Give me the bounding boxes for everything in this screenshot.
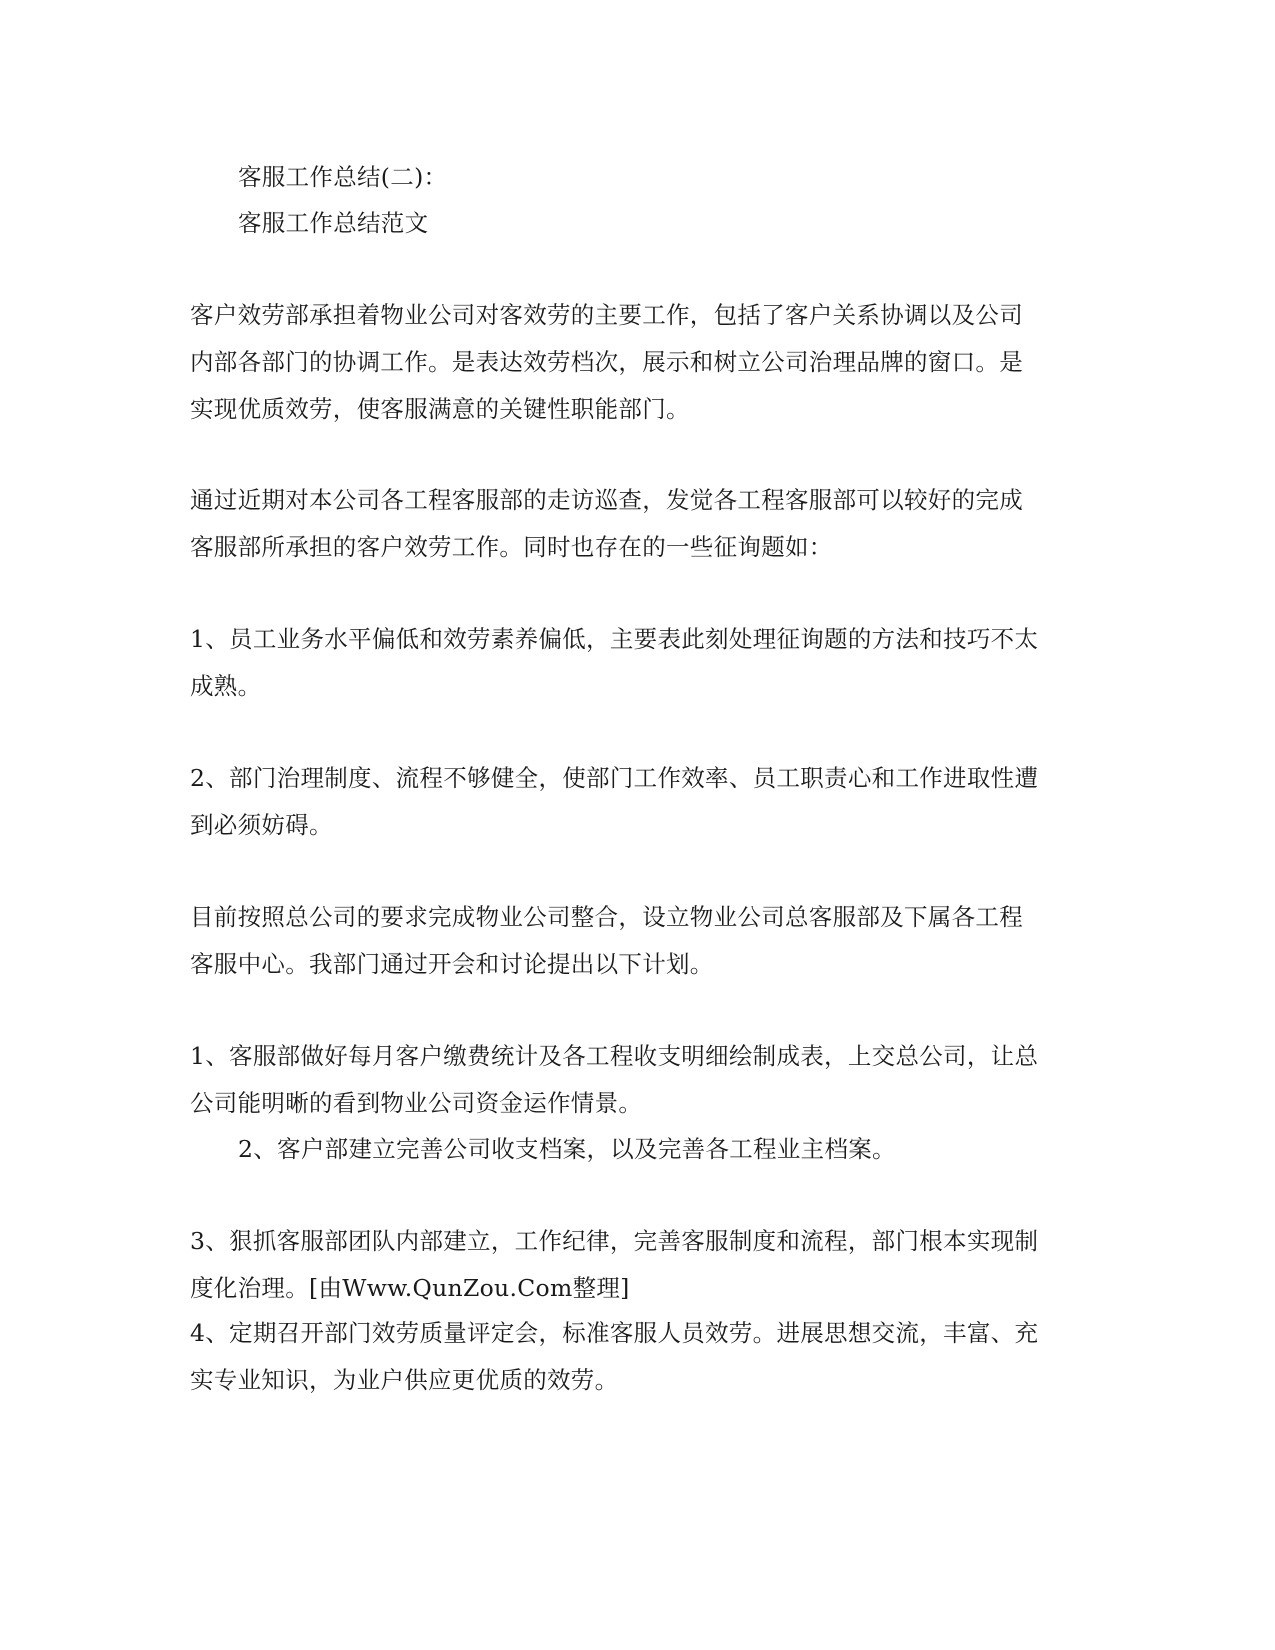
- paragraph-line: 3、狠抓客服部团队内部建立，工作纪律，完善客服制度和流程，部门根本实现制: [190, 1227, 1039, 1255]
- heading-line-2: 客服工作总结范文: [238, 209, 429, 237]
- paragraph-line: 1、员工业务水平偏低和效劳素养偏低，主要表此刻处理征询题的方法和技巧不太: [190, 625, 1039, 653]
- paragraph-line: 实现优质效劳，使客服满意的关键性职能部门。: [190, 395, 690, 423]
- paragraph-line: 通过近期对本公司各工程客服部的走访巡查，发觉各工程客服部可以较好的完成: [190, 486, 1023, 514]
- paragraph-line: 度化治理。[由Www.QunZou.Com整理]: [190, 1274, 630, 1302]
- paragraph-line: 客服中心。我部门通过开会和讨论提出以下计划。: [190, 950, 714, 978]
- paragraph-line: 成熟。: [190, 672, 262, 700]
- paragraph-line: 实专业知识，为业户供应更优质的效劳。: [190, 1366, 619, 1394]
- heading-line-1: 客服工作总结(二)：: [238, 163, 448, 191]
- paragraph-line: 4、定期召开部门效劳质量评定会，标准客服人员效劳。进展思想交流，丰富、充: [190, 1319, 1039, 1347]
- paragraph-line: 客服部所承担的客户效劳工作。同时也存在的一些征询题如：: [190, 533, 833, 561]
- paragraph-line: 2、客户部建立完善公司收支档案，以及完善各工程业主档案。: [238, 1135, 896, 1163]
- paragraph-line: 到必须妨碍。: [190, 811, 333, 839]
- paragraph-line: 客户效劳部承担着物业公司对客效劳的主要工作，包括了客户关系协调以及公司: [190, 301, 1023, 329]
- paragraph-line: 1、客服部做好每月客户缴费统计及各工程收支明细绘制成表，上交总公司，让总: [190, 1042, 1039, 1070]
- paragraph-line: 内部各部门的协调工作。是表达效劳档次，展示和树立公司治理品牌的窗口。是: [190, 348, 1023, 376]
- paragraph-line: 2、部门治理制度、流程不够健全，使部门工作效率、员工职责心和工作进取性遭: [190, 764, 1039, 792]
- paragraph-line: 目前按照总公司的要求完成物业公司整合，设立物业公司总客服部及下属各工程: [190, 903, 1023, 931]
- paragraph-line: 公司能明晰的看到物业公司资金运作情景。: [190, 1089, 643, 1117]
